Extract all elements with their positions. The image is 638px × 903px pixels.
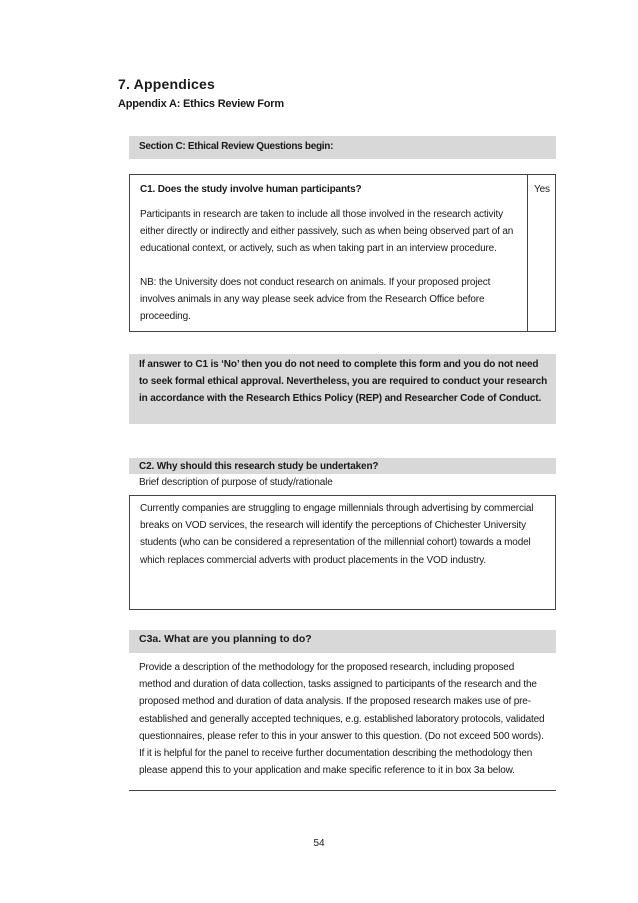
c2-answer: Currently companies are struggling to engage millennials through advertising by commercial breaks on VOD services, the research will identify the perceptions of Chichester University students (who can be considered a representation of the millennial cohort) towards a model which replaces commercial adverts with product placements in the VOD industry. [140, 503, 534, 566]
c2-subtitle: Brief description of purpose of study/rationale [139, 477, 333, 488]
c1-question-box [129, 174, 556, 332]
section-c-title: Section C: Ethical Review Questions begin: [139, 141, 334, 152]
c2-question: C2. Why should this research study be undertaken? [139, 461, 379, 472]
c2-answer-box [129, 495, 556, 610]
c3a-question-banner [129, 630, 556, 653]
c2-question-banner [129, 458, 556, 474]
appendix-title: Appendix A: Ethics Review Form [118, 98, 284, 110]
c3a-instructions: Provide a description of the methodology for the proposed research, including proposed method and duration of data collection, tasks assigned to participants of the research and the proposed method and duration of data analysis. If the proposed research makes use of pre-established and generally accepted techniques, e.g. established laboratory protocols, validated questionnaires, please refer to this in your answer to this question. (Do not exceed 500 words). If it is helpful for the panel to receive further documentation describing the methodology then please append this to your application and make specific reference to it in box 3a below. [139, 662, 545, 777]
c1-column-divider [527, 175, 528, 331]
c1-question: C1. Does the study involve human participants? [140, 184, 362, 195]
page-number: 54 [313, 838, 325, 849]
c1-answer: Yes [534, 184, 550, 195]
c3a-question: C3a. What are you planning to do? [139, 633, 312, 645]
section-heading: 7. Appendices [118, 76, 215, 92]
c1-note: NB: the University does not conduct research on animals. If your proposed project involves animals in any way please seek advice from the Research Office before proceeding. [140, 277, 491, 323]
c1-description: Participants in research are taken to include all those involved in the research activity either directly or indirectly and either passively, such as when being observed part of an educational context, or actively, such as when taking part in an interview procedure. [140, 209, 514, 255]
c3a-bottom-rule [129, 790, 556, 791]
warning-text: If answer to C1 is ‘No’ then you do not need to complete this form and you do not need to seek formal ethical approval. Nevertheless, you are required to conduct your research in accordance with the Research Ethics Policy (REP) and Researcher Code of Conduct. [139, 359, 548, 405]
section-c-banner [129, 136, 556, 159]
warning-banner [129, 354, 556, 424]
